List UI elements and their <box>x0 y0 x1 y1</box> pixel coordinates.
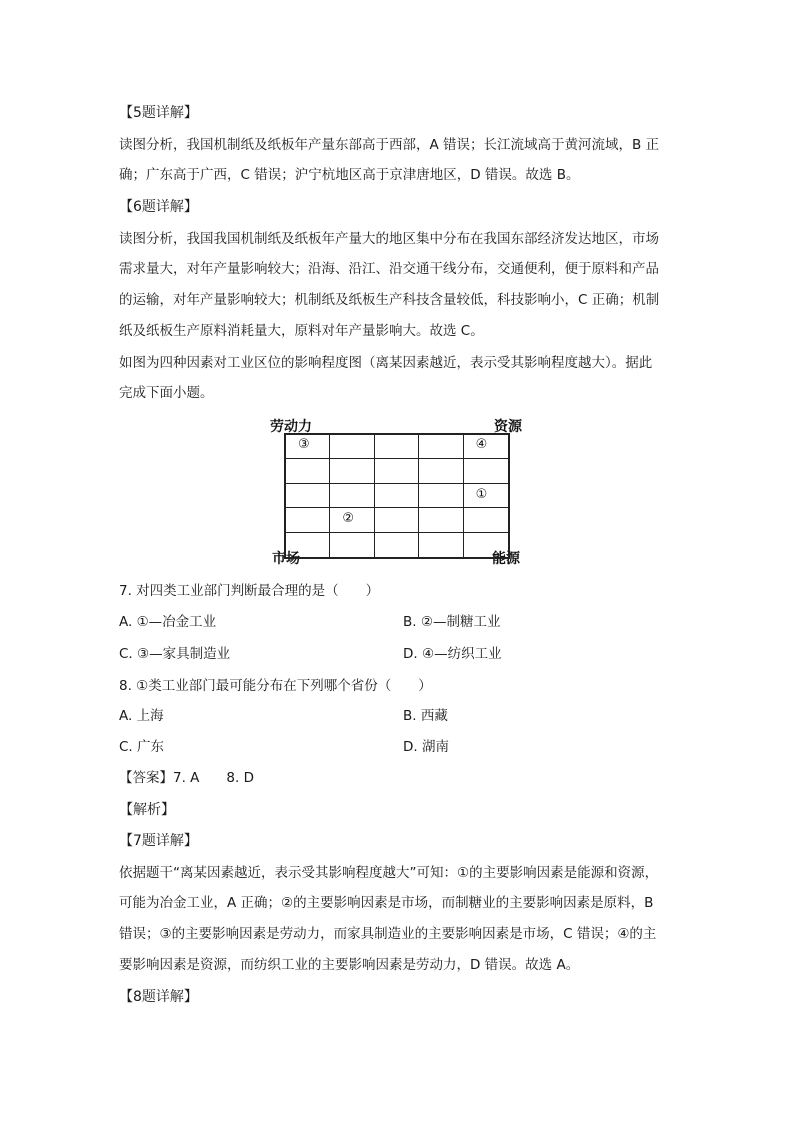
marker-4: ④ <box>475 437 488 452</box>
grid-cell <box>464 435 508 459</box>
q5-detail-heading: 【5题详解】 <box>119 105 198 121</box>
q7-detail-line-4: 要影响因素是资源，而纺织工业的主要影响因素是劳动力，D 错误。故选 A。 <box>119 957 580 973</box>
grid-cell <box>464 533 508 557</box>
grid-cell <box>286 484 330 508</box>
q7-detail-line-2: 可能为冶金工业，A 正确；②的主要影响因素是市场，而制糖业的主要影响因素是原料，B <box>119 895 654 911</box>
q7-detail-line-1: 依据题干“离某因素越近，表示受其影响程度越大”可知：①的主要影响因素是能源和资源， <box>119 865 659 881</box>
q7-option-d: D. ④—纺织工业 <box>403 646 502 662</box>
grid-cell <box>286 435 330 459</box>
label-labor: 劳动力 <box>270 419 312 435</box>
marker-1: ① <box>475 486 488 502</box>
q8-option-b: B. 西藏 <box>403 708 448 724</box>
grid-cell <box>286 533 330 557</box>
grid-cell <box>375 435 419 459</box>
grid-cell <box>375 533 419 557</box>
q8-option-d: D. 湖南 <box>403 739 449 755</box>
q6-detail-line-3: 的运输，对年产量影响较大；机制纸及纸板生产科技含量较低，科技影响小，C 正确；机制 <box>119 292 660 308</box>
grid-cell <box>330 459 374 483</box>
q5-detail-line-2: 确；广东高于广西，C 错误；沪宁杭地区高于京津唐地区，D 错误。故选 B。 <box>119 167 580 183</box>
grid-cell <box>330 484 374 508</box>
marker-2: ② <box>342 511 355 527</box>
answer-line: 【答案】7. A 8. D <box>119 770 254 786</box>
grid-cell <box>419 435 463 459</box>
grid-cell <box>419 459 463 483</box>
grid-cell <box>375 484 419 508</box>
q5-detail-line-1: 读图分析，我国机制纸及纸板年产量东部高于西部，A 错误；长江流域高于黄河流域，B 正 <box>119 137 660 153</box>
q6-detail-line-2: 需求量大，对年产量影响较大；沿海、沿江、沿交通干线分布，交通便利，便于原料和产品 <box>119 261 659 277</box>
q8-detail-heading: 【8题详解】 <box>119 989 198 1005</box>
q7-option-b: B. ②—制糖工业 <box>403 614 501 630</box>
q7-stem: 7. 对四类工业部门判断最合理的是（ ） <box>119 583 380 599</box>
q7-option-a: A. ①—冶金工业 <box>119 614 217 630</box>
grid-cell <box>375 508 419 532</box>
grid-cell <box>419 484 463 508</box>
marker-3: ③ <box>298 437 310 452</box>
label-market: 市场 <box>272 551 300 567</box>
grid-cell <box>464 508 508 532</box>
factor-grid <box>284 433 510 559</box>
grid-cell <box>419 533 463 557</box>
q6-detail-line-4: 纸及纸板生产原料消耗量大，原料对年产量影响大。故选 C。 <box>119 323 484 339</box>
grid-cell <box>464 459 508 483</box>
label-resources: 资源 <box>494 419 522 435</box>
q6-detail-heading: 【6题详解】 <box>119 199 198 215</box>
intro-line-2: 完成下面小题。 <box>119 385 214 401</box>
grid-cell <box>330 508 374 532</box>
grid-cell <box>286 459 330 483</box>
q7-detail-line-3: 错误；③的主要影响因素是劳动力，而家具制造业的主要影响因素是市场，C 错误；④的主 <box>119 926 657 942</box>
q8-stem: 8. ①类工业部门最可能分布在下列哪个省份（ ） <box>119 678 432 694</box>
q6-detail-line-1: 读图分析，我国我国机制纸及纸板年产量大的地区集中分布在我国东部经济发达地区，市场 <box>119 231 659 247</box>
intro-line-1: 如图为四种因素对工业区位的影响程度图（离某因素越近，表示受其影响程度越大）。据此 <box>119 355 653 371</box>
grid-cell <box>330 435 374 459</box>
q7-detail-heading: 【7题详解】 <box>119 833 198 849</box>
label-energy: 能源 <box>492 551 520 567</box>
q8-option-c: C. 广东 <box>119 739 165 755</box>
q8-option-a: A. 上海 <box>119 708 164 724</box>
grid-cell <box>330 533 374 557</box>
grid-cell <box>286 508 330 532</box>
grid-cell <box>375 459 419 483</box>
q7-option-c: C. ③—家具制造业 <box>119 646 231 662</box>
location-factor-figure <box>266 414 528 568</box>
analysis-heading: 【解析】 <box>119 802 175 818</box>
grid-cell <box>419 508 463 532</box>
grid-cell <box>464 484 508 508</box>
